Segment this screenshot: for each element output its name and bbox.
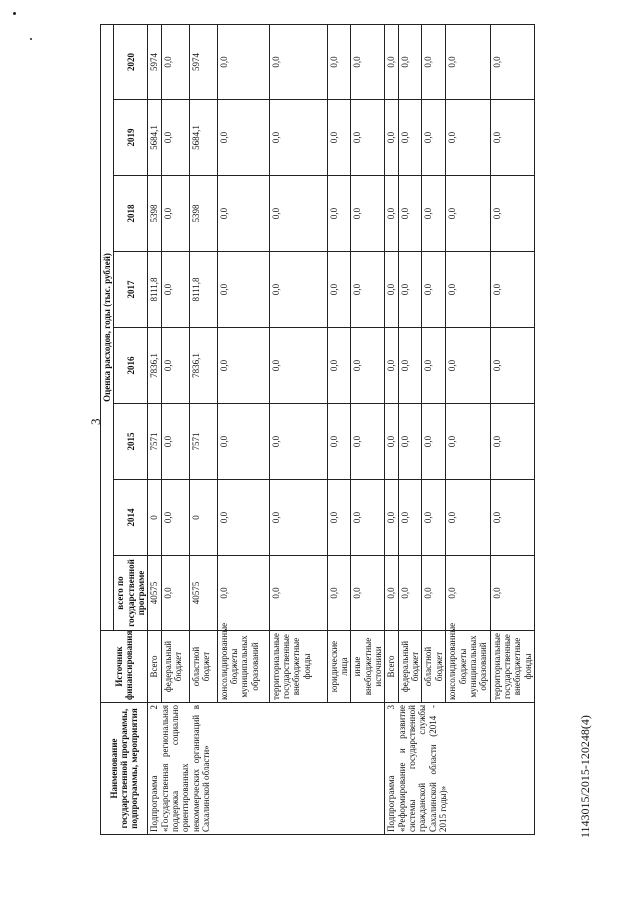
year-value-cell: 0,0 (217, 24, 269, 99)
year-value-cell: 0 (148, 480, 161, 556)
year-value-cell: 0,0 (446, 24, 490, 99)
page-number: 3 (88, 418, 103, 425)
year-value-cell: 0,0 (351, 100, 385, 176)
col-header-total: всего по государственной программе (114, 556, 148, 631)
total-value-cell: 0,0 (327, 556, 351, 631)
funding-source-cell: юридические лица (327, 631, 351, 703)
year-value-cell: 5684,1 (148, 100, 161, 176)
year-value-cell: 0,0 (269, 480, 327, 556)
year-value-cell: 0,0 (398, 252, 422, 328)
year-value-cell: 0,0 (385, 176, 398, 252)
year-value-cell: 5974 (148, 24, 161, 99)
year-value-cell: 0,0 (161, 100, 189, 176)
year-value-cell: 0,0 (422, 252, 446, 328)
total-value-cell: 0,0 (161, 556, 189, 631)
total-value-cell: 0,0 (217, 556, 269, 631)
col-header-year: 2014 (114, 480, 148, 556)
total-value-cell: 0,0 (385, 556, 398, 631)
year-value-cell: 0,0 (351, 24, 385, 99)
year-value-cell: 0,0 (161, 176, 189, 252)
year-value-cell: 0,0 (422, 480, 446, 556)
year-value-cell: 0,0 (446, 176, 490, 252)
year-value-cell: 0,0 (161, 24, 189, 99)
year-value-cell: 0,0 (327, 328, 351, 404)
year-value-cell: 0,0 (490, 328, 534, 404)
scan-speck (30, 38, 32, 40)
year-value-cell: 0,0 (446, 100, 490, 176)
total-value-cell: 0,0 (490, 556, 534, 631)
budget-table (100, 24, 535, 835)
year-value-cell: 0,0 (385, 404, 398, 480)
year-value-cell: 0,0 (446, 480, 490, 556)
year-value-cell: 0,0 (269, 328, 327, 404)
year-value-cell: 0,0 (217, 252, 269, 328)
total-value-cell: 40575 (148, 556, 161, 631)
year-value-cell: 0,0 (327, 176, 351, 252)
year-value-cell: 0,0 (490, 480, 534, 556)
year-value-cell: 0,0 (490, 176, 534, 252)
year-value-cell: 0,0 (446, 252, 490, 328)
year-value-cell: 0,0 (217, 176, 269, 252)
year-value-cell: 0,0 (327, 480, 351, 556)
year-value-cell: 0,0 (351, 252, 385, 328)
total-value-cell: 0,0 (446, 556, 490, 631)
year-value-cell: 0,0 (385, 24, 398, 99)
funding-source-cell: Всего (385, 631, 398, 703)
year-value-cell: 8111,8 (148, 252, 161, 328)
funding-source-cell: территориальные государственные внебюджетные фонды (269, 631, 327, 703)
year-value-cell: 7571 (189, 404, 217, 480)
year-value-cell: 5398 (189, 176, 217, 252)
col-header-year: 2018 (114, 176, 148, 252)
year-value-cell: 0,0 (269, 404, 327, 480)
year-value-cell: 0,0 (217, 480, 269, 556)
year-value-cell: 0,0 (351, 404, 385, 480)
total-value-cell: 0,0 (422, 556, 446, 631)
year-value-cell: 0,0 (327, 24, 351, 99)
year-value-cell: 0,0 (385, 100, 398, 176)
year-value-cell: 7836,1 (148, 328, 161, 404)
year-value-cell: 0,0 (385, 328, 398, 404)
year-value-cell: 0,0 (422, 100, 446, 176)
year-value-cell: 0,0 (161, 252, 189, 328)
year-value-cell: 0,0 (490, 24, 534, 99)
year-value-cell: 5684,1 (189, 100, 217, 176)
table-row (148, 24, 161, 834)
col-header-name: Наименование государственной программы, подпрограммы, мероприятия (101, 703, 148, 835)
year-value-cell: 0 (189, 480, 217, 556)
year-value-cell: 0,0 (398, 328, 422, 404)
header-row-1 (101, 24, 114, 834)
year-value-cell: 8111,8 (189, 252, 217, 328)
year-value-cell: 0,0 (351, 480, 385, 556)
funding-source-cell: консолидированные бюджеты муниципальных образований (217, 631, 269, 703)
program-name-cell: Подпрограмма 3 «Реформирование и развитие системы государственной гражданской службы Сахалинской области (2014 - 2015 годы)» (385, 703, 534, 835)
year-value-cell: 0,0 (446, 404, 490, 480)
year-value-cell: 0,0 (161, 480, 189, 556)
total-value-cell: 0,0 (351, 556, 385, 631)
year-value-cell: 0,0 (217, 328, 269, 404)
funding-source-cell: областной бюджет (422, 631, 446, 703)
year-value-cell: 0,0 (398, 24, 422, 99)
year-value-cell: 0,0 (490, 252, 534, 328)
year-value-cell: 5974 (189, 24, 217, 99)
year-value-cell: 0,0 (398, 100, 422, 176)
year-value-cell: 0,0 (269, 24, 327, 99)
year-value-cell: 0,0 (269, 100, 327, 176)
table-body (148, 24, 535, 834)
year-value-cell: 0,0 (398, 404, 422, 480)
funding-source-cell: иные внебюджетные источники (351, 631, 385, 703)
year-value-cell: 7836,1 (189, 328, 217, 404)
scan-speck (13, 12, 16, 15)
total-value-cell: 40575 (189, 556, 217, 631)
funding-source-cell: федеральный бюджет (398, 631, 422, 703)
total-value-cell: 0,0 (398, 556, 422, 631)
total-value-cell: 0,0 (269, 556, 327, 631)
year-value-cell: 0,0 (446, 328, 490, 404)
year-value-cell: 5398 (148, 176, 161, 252)
year-value-cell: 0,0 (385, 252, 398, 328)
year-value-cell: 0,0 (422, 176, 446, 252)
year-value-cell: 0,0 (398, 176, 422, 252)
year-value-cell: 0,0 (327, 100, 351, 176)
year-value-cell: 0,0 (161, 328, 189, 404)
year-value-cell: 0,0 (217, 100, 269, 176)
year-value-cell: 0,0 (161, 404, 189, 480)
col-header-year: 2019 (114, 100, 148, 176)
col-header-spend: Оценка расходов, годы (тыс. рублей) (101, 24, 114, 630)
year-value-cell: 0,0 (269, 176, 327, 252)
year-value-cell: 0,0 (490, 404, 534, 480)
col-header-year: 2020 (114, 24, 148, 99)
year-value-cell: 0,0 (422, 404, 446, 480)
col-header-year: 2015 (114, 404, 148, 480)
funding-source-cell: консолидированные бюджеты муниципальных образований (446, 631, 490, 703)
year-value-cell: 0,0 (351, 328, 385, 404)
document-code: 1143015/2015-120248(4) (578, 715, 592, 838)
year-value-cell: 0,0 (351, 176, 385, 252)
col-header-year: 2017 (114, 252, 148, 328)
year-value-cell: 0,0 (398, 480, 422, 556)
year-value-cell: 0,0 (385, 480, 398, 556)
funding-source-cell: территориальные государственные внебюджетные фонды (490, 631, 534, 703)
col-header-source: Источник финансирования (101, 631, 148, 703)
funding-source-cell: Всего (148, 631, 161, 703)
year-value-cell: 7571 (148, 404, 161, 480)
program-name-cell: Подпрограмма 2 «Государственная региональная поддержка социально ориентированных некоммерческих организаций в Сахалинской области» (148, 703, 385, 835)
year-value-cell: 0,0 (422, 24, 446, 99)
year-value-cell: 0,0 (327, 404, 351, 480)
year-value-cell: 0,0 (422, 328, 446, 404)
year-value-cell: 0,0 (490, 100, 534, 176)
table-row (385, 24, 398, 834)
rotated-sheet (100, 25, 535, 835)
year-value-cell: 0,0 (327, 252, 351, 328)
year-value-cell: 0,0 (269, 252, 327, 328)
funding-source-cell: федеральный бюджет (161, 631, 189, 703)
funding-source-cell: областной бюджет (189, 631, 217, 703)
year-value-cell: 0,0 (217, 404, 269, 480)
col-header-year: 2016 (114, 328, 148, 404)
